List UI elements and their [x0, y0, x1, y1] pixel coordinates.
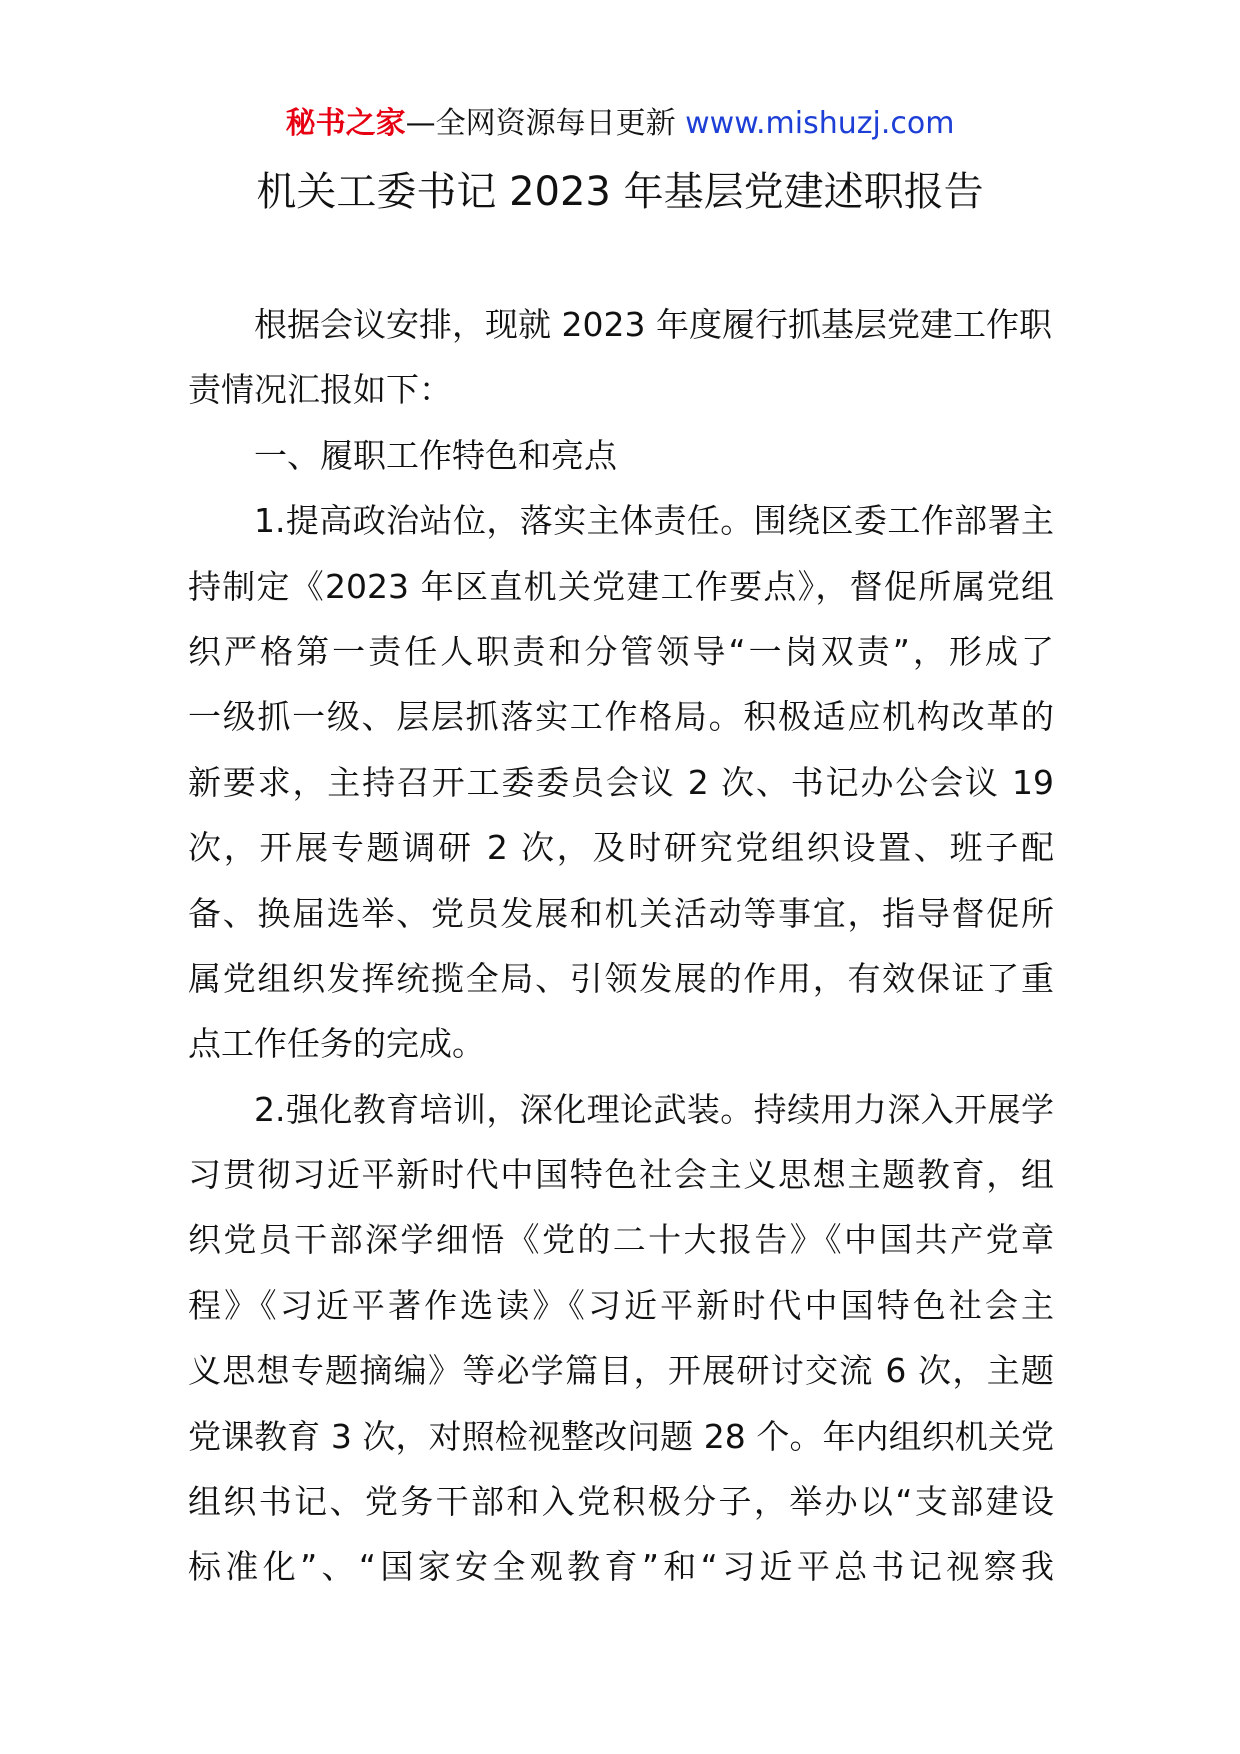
paragraph-line: 1.提高政治站位，落实主体责任。围绕区委工作部署主 [254, 501, 1054, 541]
paragraph-line: 2.强化教育培训，深化理论武装。持续用力深入开展学 [254, 1089, 1054, 1129]
header-tagline: —全网资源每日更新 [405, 106, 676, 141]
paragraph-line: 标准化”、“国家安全观教育”和“习近平总书记视察我 [188, 1547, 1054, 1587]
paragraph-line: 程》《习近平著作选读》《习近平新时代中国特色社会主 [188, 1285, 1054, 1325]
paragraph-line: 织严格第一责任人职责和分管领导“一岗双责”，形成了 [188, 631, 1054, 671]
paragraph-line: 点工作任务的完成。 [188, 1024, 485, 1064]
paragraph-line: 新要求，主持召开工委委员会议 2 次、书记办公会议 19 [188, 762, 1054, 802]
paragraph-line: 持制定《2023 年区直机关党建工作要点》，督促所属党组 [188, 566, 1054, 606]
paragraph-line: 一级抓一级、层层抓落实工作格局。积极适应机构改革的 [188, 697, 1054, 737]
document-body [188, 292, 1054, 1600]
paragraph-line: 次，开展专题调研 2 次，及时研究党组织设置、班子配 [188, 828, 1054, 868]
paragraph-line: 习贯彻习近平新时代中国特色社会主义思想主题教育，组 [188, 1155, 1054, 1195]
section-heading: 一、履职工作特色和亮点 [254, 435, 617, 475]
document-title: 机关工委书记 2023 年基层党建述职报告 [256, 169, 984, 215]
paragraph-line: 属党组织发挥统揽全局、引领发展的作用，有效保证了重 [188, 958, 1054, 998]
paragraph-line: 组织书记、党务干部和入党积极分子，举办以“支部建设 [188, 1482, 1054, 1522]
paragraph-line: 责情况汇报如下： [188, 370, 452, 410]
paragraph-line: 备、换届选举、党员发展和机关活动等事宜，指导督促所 [188, 893, 1054, 933]
paragraph-line: 党课教育 3 次，对照检视整改问题 28 个。年内组织机关党 [188, 1416, 1054, 1456]
site-header [0, 104, 1240, 144]
paragraph-line: 织党员干部深学细悟《党的二十大报告》《中国共产党章 [188, 1220, 1054, 1260]
site-url-link[interactable]: www.mishuzj.com [685, 106, 955, 141]
paragraph-line: 根据会议安排，现就 2023 年度履行抓基层党建工作职 [254, 305, 1052, 344]
paragraph-line: 义思想专题摘编》等必学篇目，开展研讨交流 6 次，主题 [188, 1351, 1054, 1391]
brand-name: 秘书之家 [285, 106, 406, 141]
